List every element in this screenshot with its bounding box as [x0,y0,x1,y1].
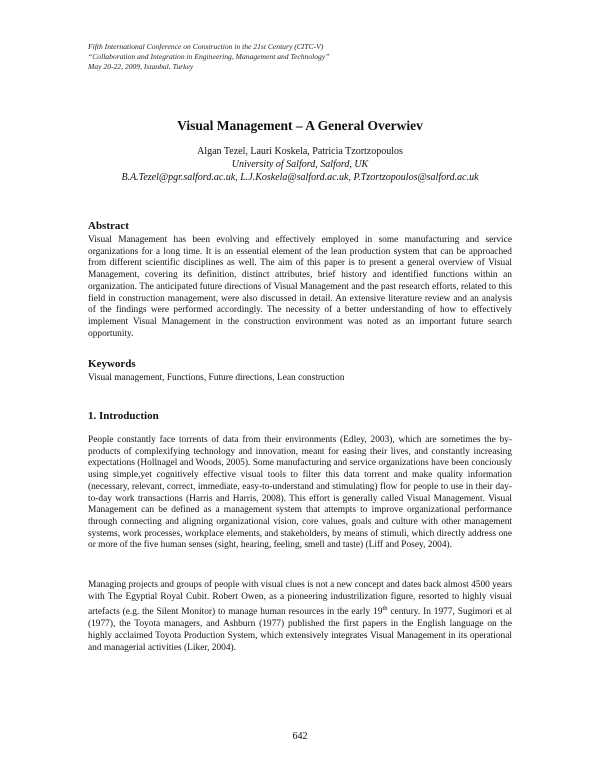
abstract-text: Visual Management has been evolving and effectively employed in some manufacturing and service organizations for a long time. It is an essential element of the lean production system that can be approached from different scientific disciplines as well. The aim of this paper is to present a general overview of Visual Management, covering its definition, distinct attributes, brief history and identified functions within an organization. The anticipated future directions of Visual Management and the past research efforts, related to this field in construction management, were also discussed in detail. An extensive literature review and an analysis of the findings were performed accordingly. The necessity of a better understanding of how to effectively implement Visual Management in the construction environment was noted as an important future search opportunity. [88,235,512,339]
introduction-paragraph-1: People constantly face torrents of data from their environments (Edley, 2003), which are sometimes the by-products of complexifying technology and innovation, meant for easing their lives, and constantly increasing expectations (Hollnagel and Woods, 2005). Some manufacturing and service organizations have been conciously using simple,yet cognitively effective visual tools to filter this data torrent and make quality information (necessary, relevant, correct, immediate, easy-to-understand and stimulating) flow for people to use in their day-to-day work transactions (Harris and Harris, 2008). This effort is generally called Visual Management. Visual Management can be defined as a management system that attempts to improve organizational performance through connecting and aligning organizational vision, core values, goals and culture with other management systems, work processes, workplace elements, and stakeholders, by means of stimuli, which directly address one or more of the five human senses (sight, hearing, feeling, smell and taste) (Liff and Posey, 2004). [88,435,512,551]
page-number: 642 [292,731,308,742]
keywords-heading: Keywords [88,358,136,370]
superscript-th: th [382,605,388,613]
paragraph-2-end: century. In 1977, Sugimori et al (1977), the Toyota managers, and Ashburn (1977) published the first papers in the English language on the highly acclaimed Toyota Production System, which extensively integrates Visual Management in its operational and managerial activities (Liker, 2004). [88,607,512,653]
author-names: Algan Tezel, Lauri Koskela, Patricia Tzortzopoulos [197,146,403,157]
abstract-heading: Abstract [88,220,129,232]
author-affiliation: University of Salford, Salford, UK [231,159,369,170]
conference-name: Fifth International Conference on Construction in the 21st Century (CITC-V) [88,42,324,51]
introduction-paragraph-2 [88,580,512,654]
author-emails: B.A.Tezel@pgr.salford.ac.uk, L.J.Koskela@salford.ac.uk, P.Tzortzopoulos@salford.ac.uk [121,172,479,183]
introduction-heading: 1. Introduction [88,410,159,422]
conference-theme: “Collaboration and Integration in Engineering, Management and Technology” [88,52,330,61]
paper-title: Visual Management – A General Overwiev [177,118,423,133]
conference-header [88,42,329,72]
keywords-text: Visual management, Functions, Future directions, Lean construction [88,373,345,383]
author-block [0,145,600,184]
conference-date: May 20-22, 2009, Istanbul, Turkey [88,62,194,71]
paragraph-2-start: Managing projects and groups of people with visual clues is not a new concept and dates back almost 4500 years with The Egyptial Royal Cubit. Robert Owen, as a pioneering industrilization figure, resorted to highly visual artefacts (e.g. the Silent Monitor) to manage human resources in the early 19 [88,580,512,618]
